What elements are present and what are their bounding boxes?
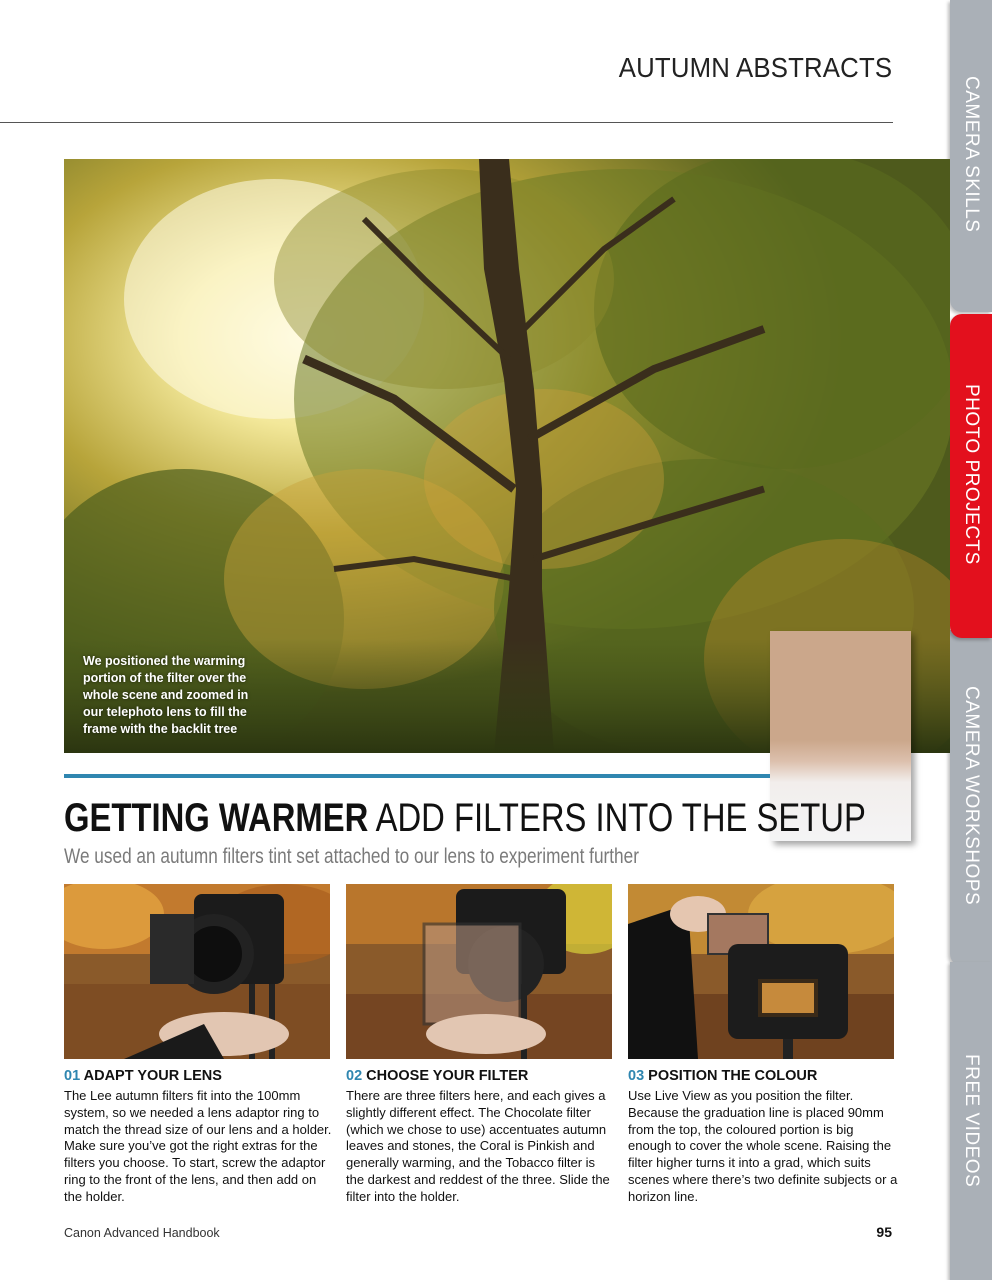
step-heading-02: CHOOSE YOUR FILTER — [366, 1068, 529, 1084]
tab-label-photo-projects: PHOTO PROJECTS — [961, 384, 982, 565]
step-photo-01 — [64, 884, 330, 1059]
heading-light: ADD FILTERS INTO THE SETUP — [375, 796, 866, 840]
heading-accent-rule — [64, 774, 770, 778]
step-body-03: Use Live View as you position the filter. Because the graduation line is placed 90mm from the top, the coloured portion is big enough to cover the whole scene. Raising the filter higher turns it into a grad, which suits scenes where there’s two definite subjects or a horizon line. — [628, 1088, 898, 1204]
tab-label-camera-workshops: CAMERA WORKSHOPS — [961, 686, 982, 906]
hero-caption: We positioned the warming portion of the filter over the whole scene and zoomed in our telephoto lens to fill the frame with the backlit tree — [83, 654, 249, 736]
step-number-01: 01 — [64, 1068, 81, 1084]
step-body-01: The Lee autumn filters fit into the 100mm system, so we needed a lens adaptor ring to match the thread size of our lens and a holder. Make sure you’ve got the right extras for the filters you choose. To start, screw the adaptor ring to the front of the lens, and then add on the holder. — [64, 1088, 332, 1204]
tab-label-camera-skills: CAMERA SKILLS — [961, 76, 982, 233]
step-number-02: 02 — [346, 1068, 363, 1084]
footer-page-number: 95 — [876, 1224, 892, 1240]
article-subheading: We used an autumn filters tint set attached to our lens to experiment further — [64, 845, 639, 868]
step-title-03 — [628, 1068, 817, 1084]
step-title-02 — [346, 1068, 528, 1084]
article-heading — [64, 795, 866, 841]
step-body-02: There are three filters here, and each gives a slightly different effect. The Chocolate filter (which we chose to use) accentuates autumn leaves and stones, the Coral is Pinkish and generally warming, and the Tobacco filter is the darkest and reddest of the three. Slide the filter into the holder. — [346, 1088, 610, 1204]
section-title: AUTUMN ABSTRACTS — [618, 52, 892, 83]
header-divider — [0, 122, 893, 123]
heading-bold: GETTING WARMER — [64, 796, 369, 840]
tab-camera-skills[interactable] — [950, 0, 992, 312]
tab-label-free-videos: FREE VIDEOS — [961, 1054, 982, 1188]
step-photo-02 — [346, 884, 612, 1059]
tab-camera-workshops[interactable] — [950, 630, 992, 966]
tab-photo-projects[interactable] — [950, 314, 992, 638]
tab-free-videos[interactable] — [950, 962, 992, 1280]
step-heading-01: ADAPT YOUR LENS — [83, 1068, 222, 1084]
side-tabs — [950, 0, 992, 1280]
step-title-01 — [64, 1068, 222, 1084]
step-photo-03 — [628, 884, 894, 1059]
step-number-03: 03 — [628, 1068, 645, 1084]
step-heading-03: POSITION THE COLOUR — [648, 1068, 818, 1084]
footer-publication: Canon Advanced Handbook — [64, 1226, 220, 1240]
